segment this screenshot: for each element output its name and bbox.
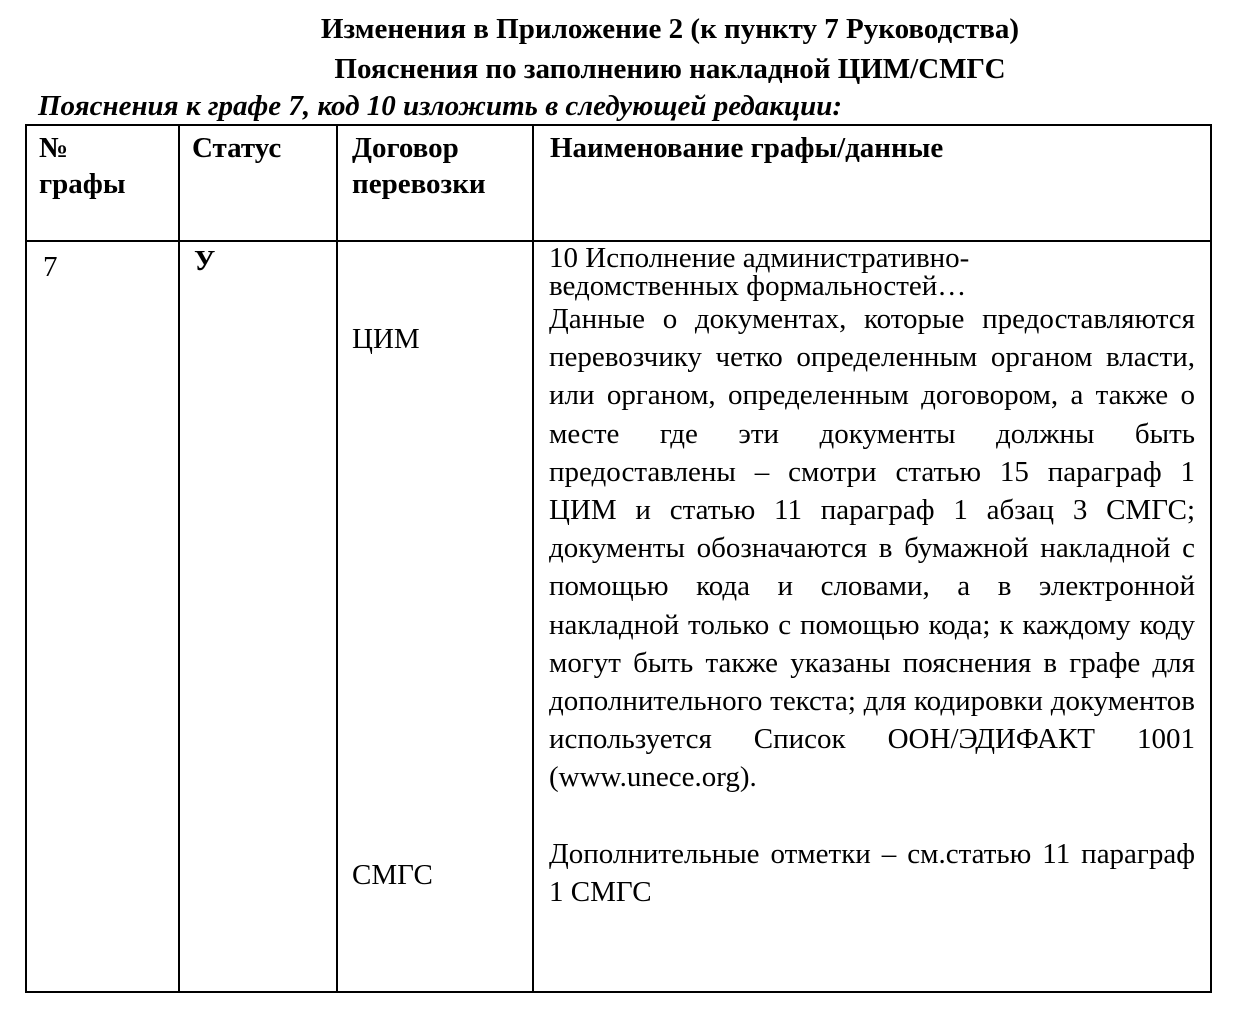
header-label-contract: Договор — [352, 132, 459, 164]
document-subtitle: Пояснения по заполнению накладной ЦИМ/СМГС — [334, 53, 1006, 85]
cell-name-data — [533, 241, 1211, 992]
header-label-status: Статус — [192, 132, 282, 164]
header-cell-contract — [337, 125, 533, 241]
contract-smgs: СМГС — [352, 859, 433, 891]
code-title-line2: ведомственных формальностей… — [549, 270, 967, 302]
header-cell-status — [179, 125, 337, 241]
section-heading: Пояснения к графе 7, код 10 изложить в следующей редакции: — [38, 90, 843, 122]
table-header-row — [26, 125, 1211, 241]
cell-contract — [337, 241, 533, 992]
contract-cim: ЦИМ — [352, 323, 420, 355]
documents-explanation: Данные о документах, которые предоставляются перевозчику четко определенным органом власти, или органом, определенным договором, а также о месте где эти документы должны быть предоставлены – смотри статью 15 параграф 1 ЦИМ и статью 11 параграф 1 абзац 3 СМГС; документы обозначаются в бумажной накладной с помощью кода и словами, а в электронной накладной только с помощью кода; к каждому коду могут быть также указаны пояснения в графе для дополнительного текста; для кодировки документов используется Список ООН/ЭДИФАКТ 1001 (www.unece.org). — [549, 303, 1195, 794]
header-label-number-sign: № — [39, 132, 69, 164]
code-title-line1: 10 Исполнение административно- — [549, 242, 970, 274]
explanations-table — [25, 124, 1212, 993]
column-number-value: 7 — [43, 251, 58, 283]
status-value: У — [194, 245, 216, 277]
paragraph-spacer — [549, 797, 1195, 835]
cell-status — [179, 241, 337, 992]
cell-column-number — [26, 241, 179, 992]
additional-notes: Дополнительные отметки – см.статью 11 параграф 1 СМГС — [549, 837, 1195, 908]
header-label-name-data: Наименование графы/данные — [550, 132, 944, 164]
document-title: Изменения в Приложение 2 (к пункту 7 Руководства) — [320, 13, 1020, 45]
header-cell-column-number — [26, 125, 179, 241]
header-label-column: графы — [39, 168, 126, 200]
code-title — [549, 244, 1195, 300]
header-cell-name-data — [533, 125, 1211, 241]
header-label-carriage: перевозки — [352, 168, 486, 200]
table-row — [26, 241, 1211, 992]
